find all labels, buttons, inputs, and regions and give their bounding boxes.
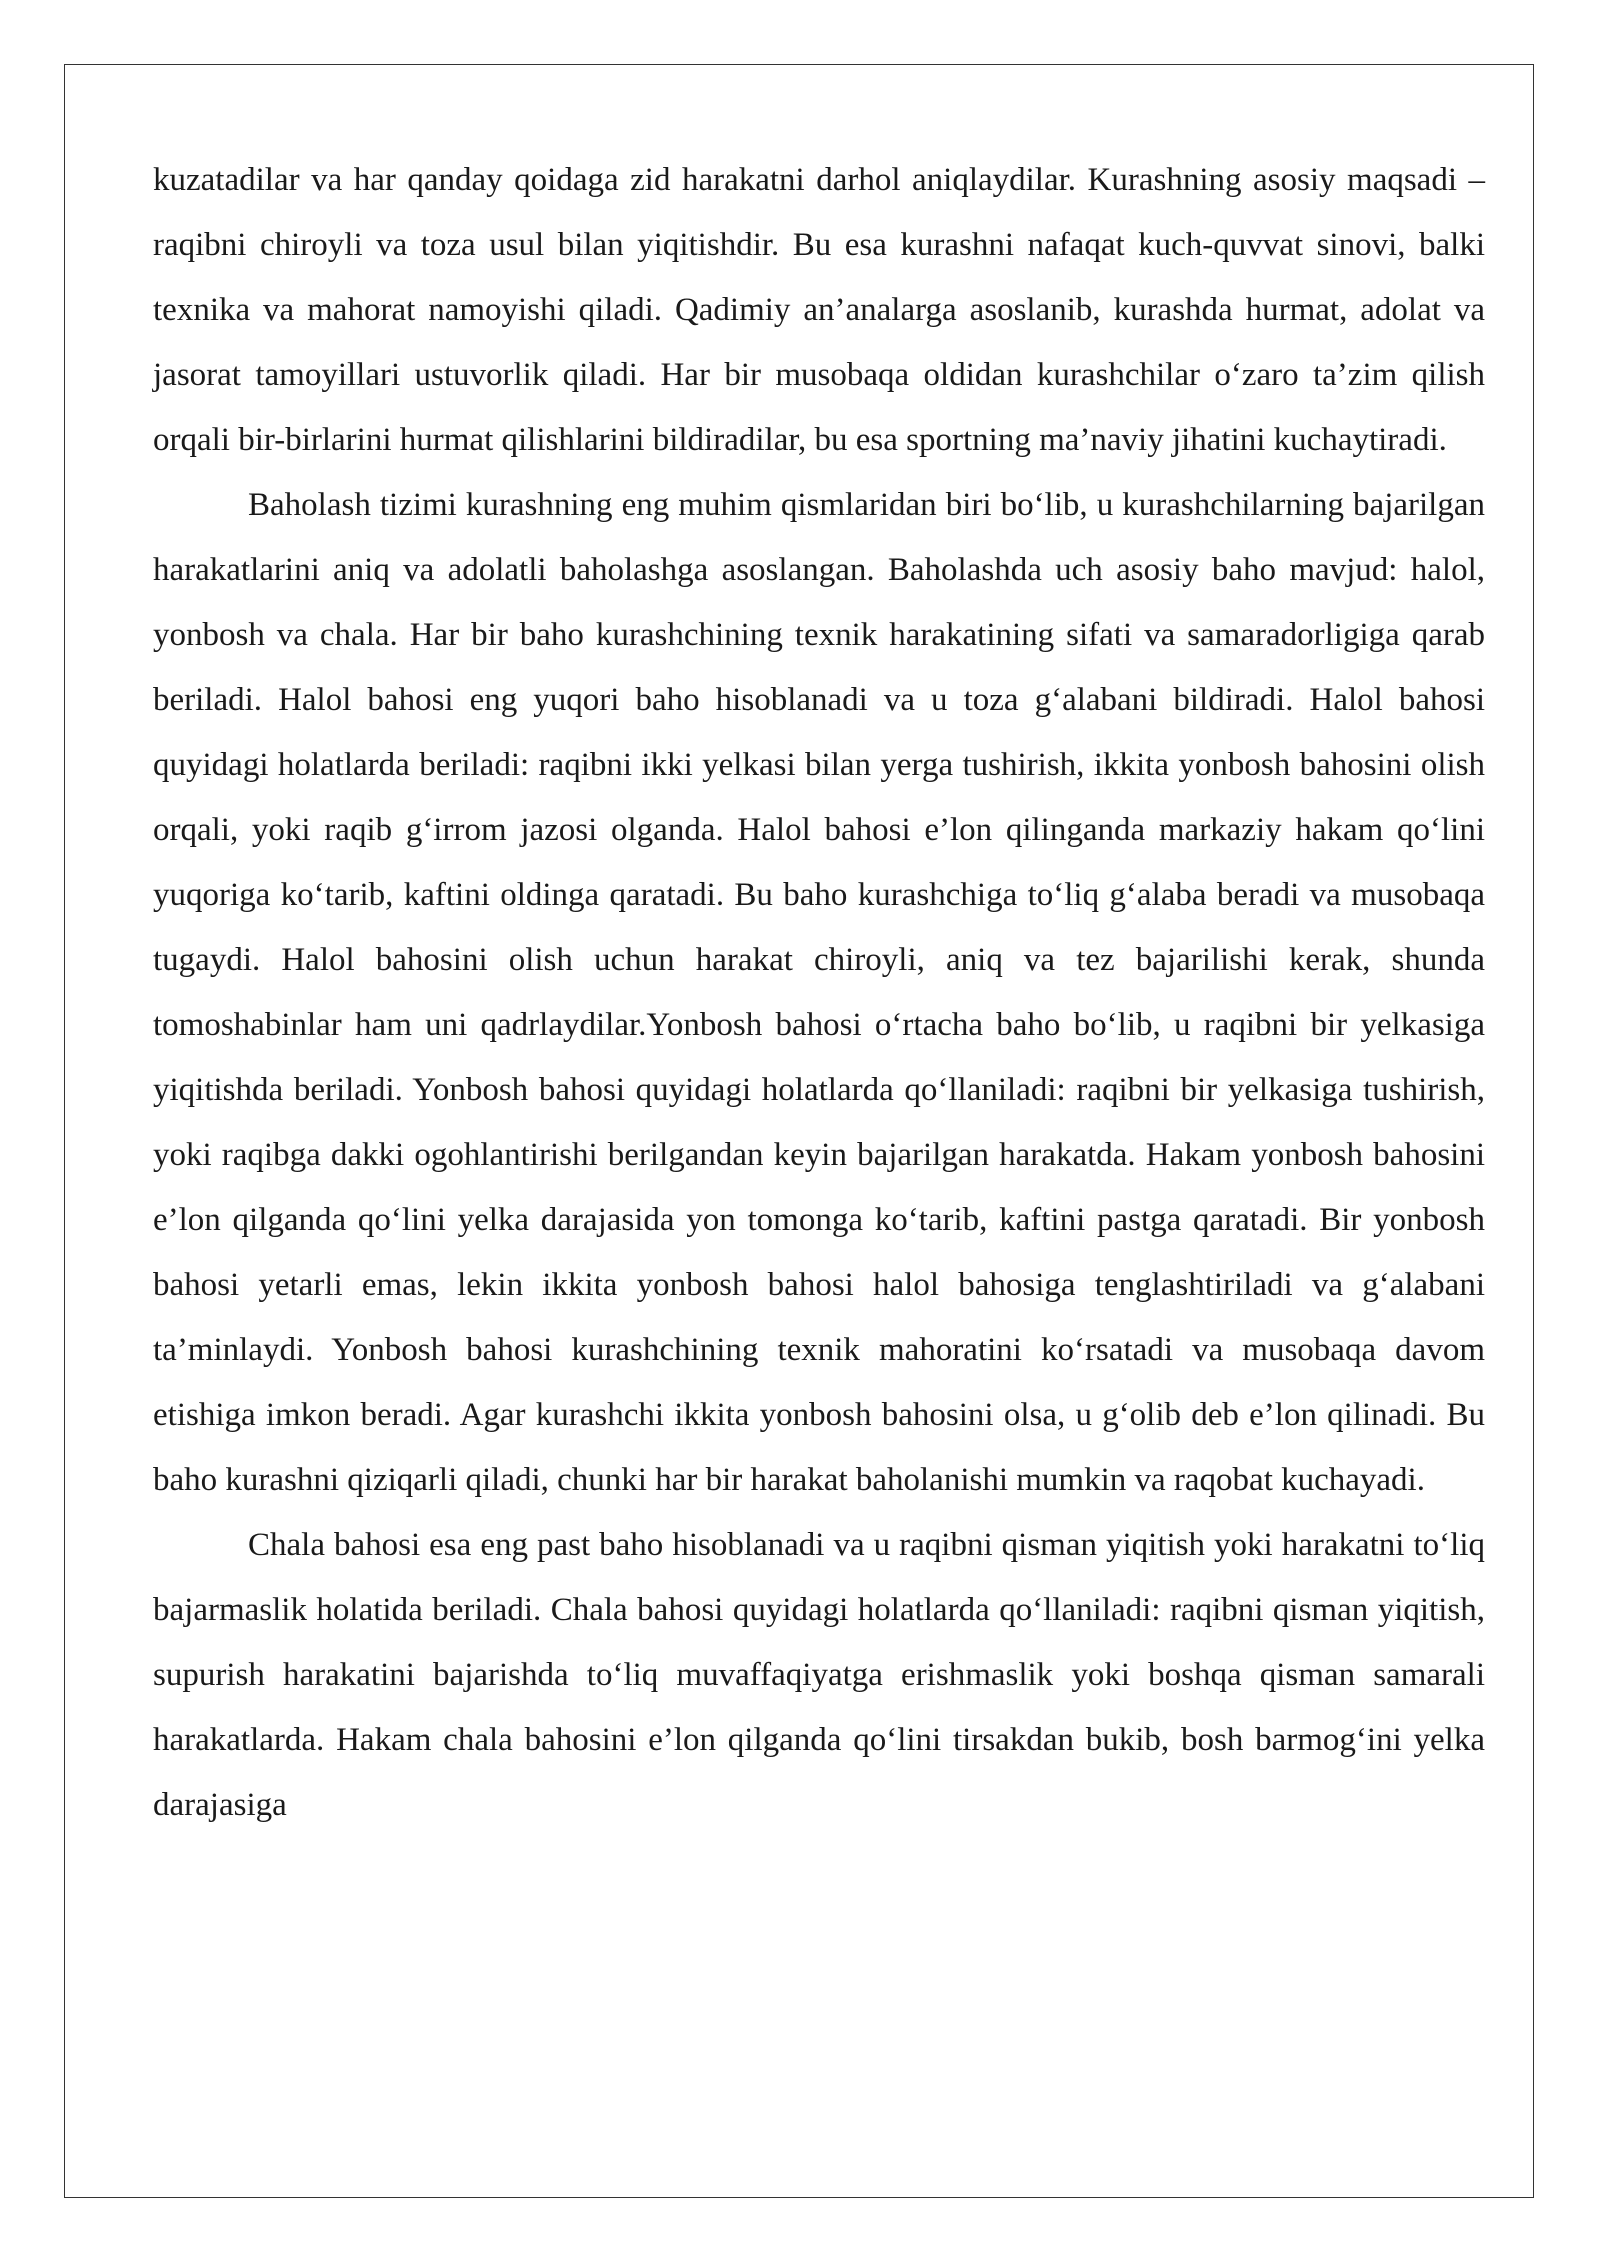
paragraph-2: Baholash tizimi kurashning eng muhim qismlaridan biri bo‘lib, u kurashchilarning bajarilgan harakatlarini aniq va adolatli baholashga asoslangan. Baholashda uch asosiy baho mavjud: halol, yonbosh va chala. Har bir baho kurashchining texnik harakatining sifati va samaradorligiga qarab beriladi. Halol bahosi eng yuqori baho hisoblanadi va u toza g‘alabani bildiradi. Halol bahosi quyidagi holatlarda beriladi: raqibni ikki yelkasi bilan yerga tushirish, ikkita yonbosh bahosini olish orqali, yoki raqib g‘irrom jazosi olganda. Halol bahosi e’lon qilinganda markaziy hakam qo‘lini yuqoriga ko‘tarib, kaftini oldinga qaratadi. Bu baho kurashchiga to‘liq g‘alaba beradi va musobaqa tugaydi. Halol bahosini olish uchun harakat chiroyli, aniq va tez bajarilishi kerak, shunda tomoshabinlar ham uni qadrlaydilar.Yonbosh bahosi o‘rtacha baho bo‘lib, u raqibni bir yelkasiga yiqitishda beriladi. Yonbosh bahosi quyidagi holatlarda qo‘llaniladi: raqibni bir yelkasiga tushirish, yoki raqibga dakki ogohlantirishi berilgandan keyin bajarilgan harakatda. Hakam yonbosh bahosini e’lon qilganda qo‘lini yelka darajasida yon tomonga ko‘tarib, kaftini pastga qaratadi. Bir yonbosh bahosi yetarli emas, lekin ikkita yonbosh bahosi halol bahosiga tenglashtiriladi va g‘alabani ta’minlaydi. Yonbosh bahosi kurashchining texnik mahoratini ko‘rsatadi va musobaqa davom etishiga imkon beradi. Agar kurashchi ikkita yonbosh bahosini olsa, u g‘olib deb e’lon qilinadi. Bu baho kurashni qiziqarli qiladi, chunki har bir harakat baholanishi mumkin va raqobat kuchayadi.: [153, 487, 1485, 1498]
document-body: [153, 148, 1485, 1838]
paragraph-1: kuzatadilar va har qanday qoidaga zid harakatni darhol aniqlaydilar. Kurashning asosiy maqsadi – raqibni chiroyli va toza usul bilan yiqitishdir. Bu esa kurashni nafaqat kuch-quvvat sinovi, balki texnika va mahorat namoyishi qiladi. Qadimiy an’analarga asoslanib, kurashda hurmat, adolat va jasorat tamoyillari ustuvorlik qiladi. Har bir musobaqa oldidan kurashchilar o‘zaro ta’zim qilish orqali bir-birlarini hurmat qilishlarini bildiradilar, bu esa sportning ma’naviy jihatini kuchaytiradi.: [153, 162, 1485, 458]
paragraph-3: Chala bahosi esa eng past baho hisoblanadi va u raqibni qisman yiqitish yoki harakatni to‘liq bajarmaslik holatida beriladi. Chala bahosi quyidagi holatlarda qo‘llaniladi: raqibni qisman yiqitish, supurish harakatini bajarishda to‘liq muvaffaqiyatga erishmaslik yoki boshqa qisman samarali harakatlarda. Hakam chala bahosini e’lon qilganda qo‘lini tirsakdan bukib, bosh barmog‘ini yelka darajasiga: [153, 1527, 1485, 1823]
